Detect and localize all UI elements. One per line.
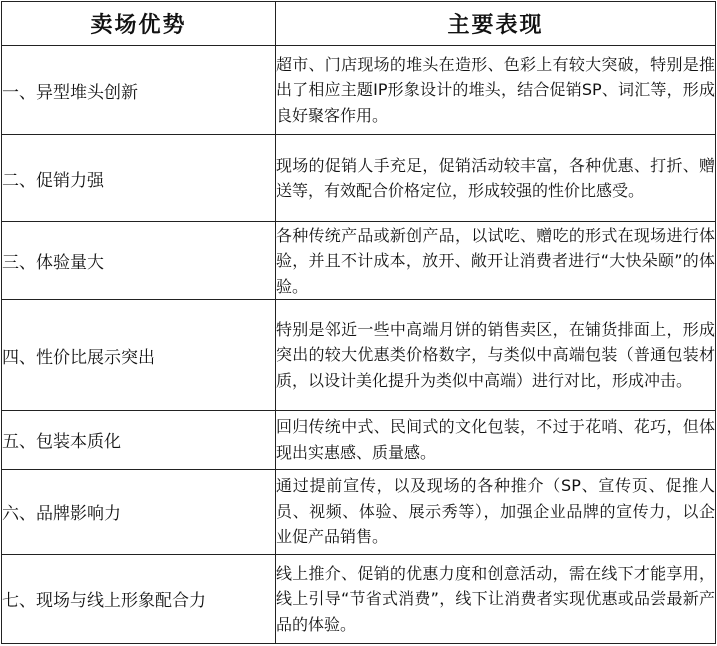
detail-cell: 线上推介、促销的优惠力度和创意活动，需在线下才能享用，线上引导“节省式消费”，线下让消费者实现优惠或品尝最新产品的体验。 <box>276 554 716 643</box>
advantage-cell: 四、性价比展示突出 <box>2 300 276 410</box>
advantage-cell: 六、品牌影响力 <box>2 469 276 554</box>
advantage-cell: 三、体验量大 <box>2 222 276 300</box>
table-row <box>2 135 716 222</box>
table-row <box>2 554 716 643</box>
advantage-cell: 七、现场与线上形象配合力 <box>2 554 276 643</box>
column-header-detail: 主要表现 <box>276 2 716 46</box>
table-row <box>2 410 716 469</box>
detail-cell: 回归传统中式、民间式的文化包装，不过于花哨、花巧，但体现出实惠感、质量感。 <box>276 410 716 469</box>
detail-cell: 特别是邻近一些中高端月饼的销售卖区，在铺货排面上，形成突出的较大优惠类价格数字，与类似中高端包装（普通包装材质，以设计美化提升为类似中高端）进行对比，形成冲击。 <box>276 300 716 410</box>
table-row <box>2 300 716 410</box>
header-row <box>2 2 716 46</box>
advantage-cell: 一、异型堆头创新 <box>2 46 276 135</box>
table-row <box>2 46 716 135</box>
detail-cell: 各种传统产品或新创产品，以试吃、赠吃的形式在现场进行体验，并且不计成本，放开、敞开让消费者进行“大快朵颐”的体验。 <box>276 222 716 300</box>
advantages-table <box>1 1 716 644</box>
detail-cell: 超市、门店现场的堆头在造形、色彩上有较大突破，特别是推出了相应主题IP形象设计的堆头，结合促销SP、词汇等，形成良好聚客作用。 <box>276 46 716 135</box>
advantage-cell: 五、包装本质化 <box>2 410 276 469</box>
detail-cell: 通过提前宣传，以及现场的各种推介（SP、宣传页、促推人员、视频、体验、展示秀等），加强企业品牌的宣传力，以企业促产品销售。 <box>276 469 716 554</box>
advantage-cell: 二、促销力强 <box>2 135 276 222</box>
column-header-advantage: 卖场优势 <box>2 2 276 46</box>
table-row <box>2 222 716 300</box>
detail-cell: 现场的促销人手充足，促销活动较丰富，各种优惠、打折、赠送等，有效配合价格定位，形成较强的性价比感受。 <box>276 135 716 222</box>
table-row <box>2 469 716 554</box>
